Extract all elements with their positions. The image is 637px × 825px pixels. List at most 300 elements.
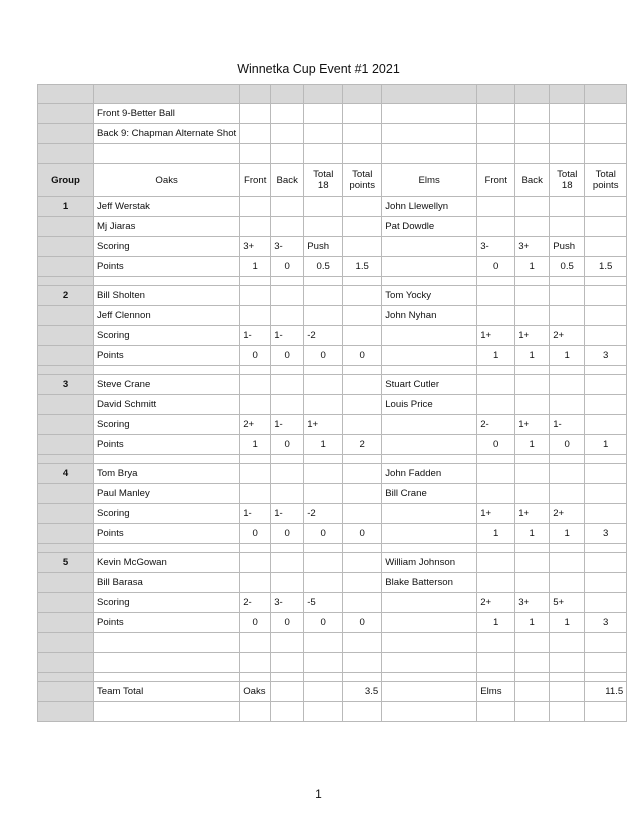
cell (515, 544, 550, 553)
oaks-back-points: 0 (271, 257, 304, 277)
elms-total18-score: Push (550, 237, 585, 257)
column-header-front: Front (477, 164, 515, 197)
cell (271, 286, 304, 306)
cell (343, 544, 382, 553)
cell (585, 673, 627, 682)
cell (477, 217, 515, 237)
team-total-elms: Elms (477, 682, 515, 702)
elms-front-points: 1 (477, 346, 515, 366)
cell (515, 286, 550, 306)
elms-back-score: 1+ (515, 326, 550, 346)
column-header-total18: Total 18 (550, 164, 585, 197)
column-header-total18: Total 18 (304, 164, 343, 197)
oaks-player: Bill Barasa (94, 573, 240, 593)
scoring-label: Scoring (94, 593, 240, 613)
oaks-front-points: 0 (240, 524, 271, 544)
points-label: Points (94, 257, 240, 277)
cell (304, 553, 343, 573)
cell (240, 395, 271, 415)
elms-front-points: 0 (477, 257, 515, 277)
cell (382, 326, 477, 346)
oaks-player: David Schmitt (94, 395, 240, 415)
cell (240, 104, 271, 124)
cell (304, 682, 343, 702)
elms-player: Bill Crane (382, 484, 477, 504)
cell (477, 124, 515, 144)
cell (343, 375, 382, 395)
group-cell (38, 395, 94, 415)
elms-total18-points: 0 (550, 435, 585, 455)
cell (585, 395, 627, 415)
spacer-row (38, 544, 627, 553)
cell (585, 504, 627, 524)
format-back: Back 9: Chapman Alternate Shot (94, 124, 240, 144)
cell (240, 455, 271, 464)
cell (585, 217, 627, 237)
cell (585, 544, 627, 553)
cell (477, 464, 515, 484)
cell (271, 395, 304, 415)
elms-back-score: 1+ (515, 504, 550, 524)
oaks-player: Steve Crane (94, 375, 240, 395)
cell (515, 217, 550, 237)
cell (304, 197, 343, 217)
cell (271, 375, 304, 395)
cell (550, 104, 585, 124)
cell (515, 553, 550, 573)
elms-total18-score: 2+ (550, 326, 585, 346)
cell (515, 375, 550, 395)
cell (382, 257, 477, 277)
cell (585, 375, 627, 395)
elms-player: John Fadden (382, 464, 477, 484)
cell (515, 633, 550, 653)
cell (477, 673, 515, 682)
group-cell (38, 673, 94, 682)
oaks-total-points: 0 (343, 524, 382, 544)
cell (382, 435, 477, 455)
cell (94, 544, 240, 553)
elms-back-points: 1 (515, 257, 550, 277)
group-cell (38, 326, 94, 346)
elms-total-points: 3 (585, 524, 627, 544)
oaks-front-score: 3+ (240, 237, 271, 257)
player-row (38, 553, 627, 573)
oaks-total18-points: 0 (304, 613, 343, 633)
cell (382, 633, 477, 653)
team-total-oaks: Oaks (240, 682, 271, 702)
cell (94, 673, 240, 682)
cell (240, 306, 271, 326)
cell (240, 573, 271, 593)
cell (304, 544, 343, 553)
cell (585, 237, 627, 257)
cell (585, 286, 627, 306)
team-total-oaks-points: 3.5 (343, 682, 382, 702)
scoring-label: Scoring (94, 504, 240, 524)
cell (477, 144, 515, 164)
elms-total18-points: 1 (550, 524, 585, 544)
cell (585, 553, 627, 573)
player-row (38, 197, 627, 217)
cell (382, 277, 477, 286)
cell (304, 144, 343, 164)
group-cell (38, 104, 94, 124)
cell (304, 464, 343, 484)
cell (343, 104, 382, 124)
cell (271, 673, 304, 682)
page-title: Winnetka Cup Event #1 2021 (237, 62, 400, 76)
elms-front-points: 1 (477, 524, 515, 544)
cell (240, 553, 271, 573)
header-bar-cell (304, 85, 343, 104)
cell (304, 573, 343, 593)
points-row (38, 524, 627, 544)
cell (240, 464, 271, 484)
header-bar-cell (94, 85, 240, 104)
cell (343, 306, 382, 326)
elms-back-points: 1 (515, 435, 550, 455)
spacer-row (38, 277, 627, 286)
group-cell (38, 217, 94, 237)
column-header-group: Group (38, 164, 94, 197)
scoring-label: Scoring (94, 415, 240, 435)
player-row (38, 375, 627, 395)
cell (304, 633, 343, 653)
group-number: 4 (38, 464, 94, 484)
group-cell (38, 415, 94, 435)
group-cell (38, 124, 94, 144)
cell (271, 682, 304, 702)
oaks-front-score: 2- (240, 593, 271, 613)
oaks-player: Jeff Clennon (94, 306, 240, 326)
cell (343, 702, 382, 722)
group-cell (38, 613, 94, 633)
cell (343, 593, 382, 613)
column-header-total-points: Total points (343, 164, 382, 197)
cell (271, 544, 304, 553)
cell (585, 366, 627, 375)
team-total-row (38, 682, 627, 702)
cell (304, 306, 343, 326)
elms-total-points: 3 (585, 346, 627, 366)
elms-front-score: 2- (477, 415, 515, 435)
oaks-back-score: 3- (271, 593, 304, 613)
group-cell (38, 455, 94, 464)
cell (304, 455, 343, 464)
column-header-oaks: Oaks (94, 164, 240, 197)
cell (550, 553, 585, 573)
cell (304, 277, 343, 286)
cell (382, 366, 477, 375)
group-cell (38, 144, 94, 164)
team-total-label: Team Total (94, 682, 240, 702)
oaks-total-points: 1.5 (343, 257, 382, 277)
oaks-back-score: 1- (271, 326, 304, 346)
scoring-row (38, 326, 627, 346)
cell (585, 573, 627, 593)
group-cell (38, 257, 94, 277)
cell (585, 415, 627, 435)
cell (477, 306, 515, 326)
group-cell (38, 524, 94, 544)
cell (304, 653, 343, 673)
blank-row (38, 653, 627, 673)
elms-player: John Llewellyn (382, 197, 477, 217)
elms-total18-score: 5+ (550, 593, 585, 613)
cell (304, 217, 343, 237)
cell (515, 277, 550, 286)
cell (477, 104, 515, 124)
player-row (38, 484, 627, 504)
format-row (38, 124, 627, 144)
cell (271, 306, 304, 326)
cell (271, 366, 304, 375)
points-label: Points (94, 524, 240, 544)
cell (382, 544, 477, 553)
header-bar-cell (550, 85, 585, 104)
cell (304, 375, 343, 395)
cell (343, 653, 382, 673)
cell (585, 326, 627, 346)
elms-total18-score: 1- (550, 415, 585, 435)
cell (477, 286, 515, 306)
cell (477, 197, 515, 217)
cell (271, 104, 304, 124)
group-cell (38, 306, 94, 326)
cell (94, 277, 240, 286)
cell (550, 124, 585, 144)
cell (343, 553, 382, 573)
elms-total18-points: 1 (550, 346, 585, 366)
cell (271, 217, 304, 237)
oaks-total-points: 0 (343, 613, 382, 633)
elms-front-score: 1+ (477, 326, 515, 346)
cell (585, 633, 627, 653)
cell (343, 633, 382, 653)
cell (477, 553, 515, 573)
cell (550, 286, 585, 306)
group-cell (38, 366, 94, 375)
group-number: 2 (38, 286, 94, 306)
elms-player: Stuart Cutler (382, 375, 477, 395)
column-header-total-points: Total points (585, 164, 627, 197)
oaks-total-points: 2 (343, 435, 382, 455)
oaks-total18-score: -2 (304, 326, 343, 346)
cell (515, 124, 550, 144)
elms-back-points: 1 (515, 346, 550, 366)
cell (240, 653, 271, 673)
oaks-front-points: 0 (240, 346, 271, 366)
oaks-back-points: 0 (271, 613, 304, 633)
cell (271, 573, 304, 593)
scoring-row (38, 415, 627, 435)
oaks-back-score: 3- (271, 237, 304, 257)
cell (343, 237, 382, 257)
elms-back-points: 1 (515, 613, 550, 633)
cell (515, 395, 550, 415)
oaks-total18-points: 0.5 (304, 257, 343, 277)
group-cell (38, 653, 94, 673)
cell (240, 197, 271, 217)
points-row (38, 257, 627, 277)
cell (515, 673, 550, 682)
elms-total-points: 1 (585, 435, 627, 455)
elms-player: Tom Yocky (382, 286, 477, 306)
cell (240, 217, 271, 237)
header-bar-cell (382, 85, 477, 104)
cell (585, 653, 627, 673)
points-row (38, 613, 627, 633)
group-cell (38, 435, 94, 455)
cell (271, 484, 304, 504)
cell (240, 144, 271, 164)
group-cell (38, 237, 94, 257)
elms-player: Blake Batterson (382, 573, 477, 593)
cell (343, 415, 382, 435)
cell (585, 277, 627, 286)
cell (477, 375, 515, 395)
header-bar-cell (240, 85, 271, 104)
oaks-player: Paul Manley (94, 484, 240, 504)
cell (240, 375, 271, 395)
blank-row (38, 633, 627, 653)
cell (271, 144, 304, 164)
spacer-row (38, 366, 627, 375)
cell (271, 124, 304, 144)
cell (304, 286, 343, 306)
elms-player: Pat Dowdle (382, 217, 477, 237)
cell (271, 197, 304, 217)
cell (382, 237, 477, 257)
group-cell (38, 702, 94, 722)
cell (515, 484, 550, 504)
elms-front-score: 1+ (477, 504, 515, 524)
blank-row (38, 702, 627, 722)
scoring-row (38, 504, 627, 524)
format-row (38, 104, 627, 124)
cell (550, 673, 585, 682)
cell (585, 464, 627, 484)
cell (94, 633, 240, 653)
oaks-front-score: 1- (240, 504, 271, 524)
cell (477, 702, 515, 722)
elms-front-score: 3- (477, 237, 515, 257)
elms-front-points: 0 (477, 435, 515, 455)
cell (240, 286, 271, 306)
cell (382, 144, 477, 164)
elms-total18-points: 0.5 (550, 257, 585, 277)
column-header-row (38, 164, 627, 197)
cell (240, 544, 271, 553)
cell (304, 395, 343, 415)
cell (550, 464, 585, 484)
cell (382, 346, 477, 366)
points-label: Points (94, 613, 240, 633)
cell (94, 366, 240, 375)
elms-total18-points: 1 (550, 613, 585, 633)
page-number: 1 (315, 787, 322, 801)
cell (94, 144, 240, 164)
points-row (38, 346, 627, 366)
cell (382, 415, 477, 435)
cell (585, 484, 627, 504)
oaks-total18-points: 1 (304, 435, 343, 455)
cell (343, 144, 382, 164)
cell (550, 544, 585, 553)
cell (240, 702, 271, 722)
cell (343, 395, 382, 415)
group-number: 3 (38, 375, 94, 395)
header-bar-cell (343, 85, 382, 104)
cell (240, 124, 271, 144)
cell (515, 104, 550, 124)
cell (515, 464, 550, 484)
cell (515, 573, 550, 593)
player-row (38, 217, 627, 237)
cell (271, 702, 304, 722)
cell (382, 593, 477, 613)
oaks-total18-points: 0 (304, 346, 343, 366)
cell (477, 484, 515, 504)
cell (515, 144, 550, 164)
cell (304, 366, 343, 375)
points-label: Points (94, 435, 240, 455)
cell (304, 702, 343, 722)
group-cell (38, 573, 94, 593)
cell (343, 326, 382, 346)
header-bar-cell (585, 85, 627, 104)
oaks-back-score: 1- (271, 504, 304, 524)
cell (271, 553, 304, 573)
elms-player: William Johnson (382, 553, 477, 573)
oaks-total18-score: -5 (304, 593, 343, 613)
cell (585, 455, 627, 464)
cell (343, 573, 382, 593)
cell (550, 702, 585, 722)
blank-row (38, 144, 627, 164)
player-row (38, 573, 627, 593)
elms-front-score: 2+ (477, 593, 515, 613)
group-number: 5 (38, 553, 94, 573)
cell (550, 484, 585, 504)
column-header-back: Back (515, 164, 550, 197)
scorecard-table (37, 84, 627, 722)
cell (550, 633, 585, 653)
scoring-label: Scoring (94, 326, 240, 346)
cell (240, 673, 271, 682)
oaks-front-score: 2+ (240, 415, 271, 435)
cell (382, 504, 477, 524)
oaks-total18-score: Push (304, 237, 343, 257)
oaks-player: Mj Jiaras (94, 217, 240, 237)
cell (477, 366, 515, 375)
group-number: 1 (38, 197, 94, 217)
oaks-total18-score: -2 (304, 504, 343, 524)
cell (515, 366, 550, 375)
scoring-row (38, 593, 627, 613)
cell (382, 455, 477, 464)
cell (271, 277, 304, 286)
column-header-elms: Elms (382, 164, 477, 197)
cell (477, 633, 515, 653)
cell (94, 455, 240, 464)
cell (382, 673, 477, 682)
cell (550, 144, 585, 164)
cell (240, 366, 271, 375)
group-cell (38, 484, 94, 504)
cell (343, 197, 382, 217)
